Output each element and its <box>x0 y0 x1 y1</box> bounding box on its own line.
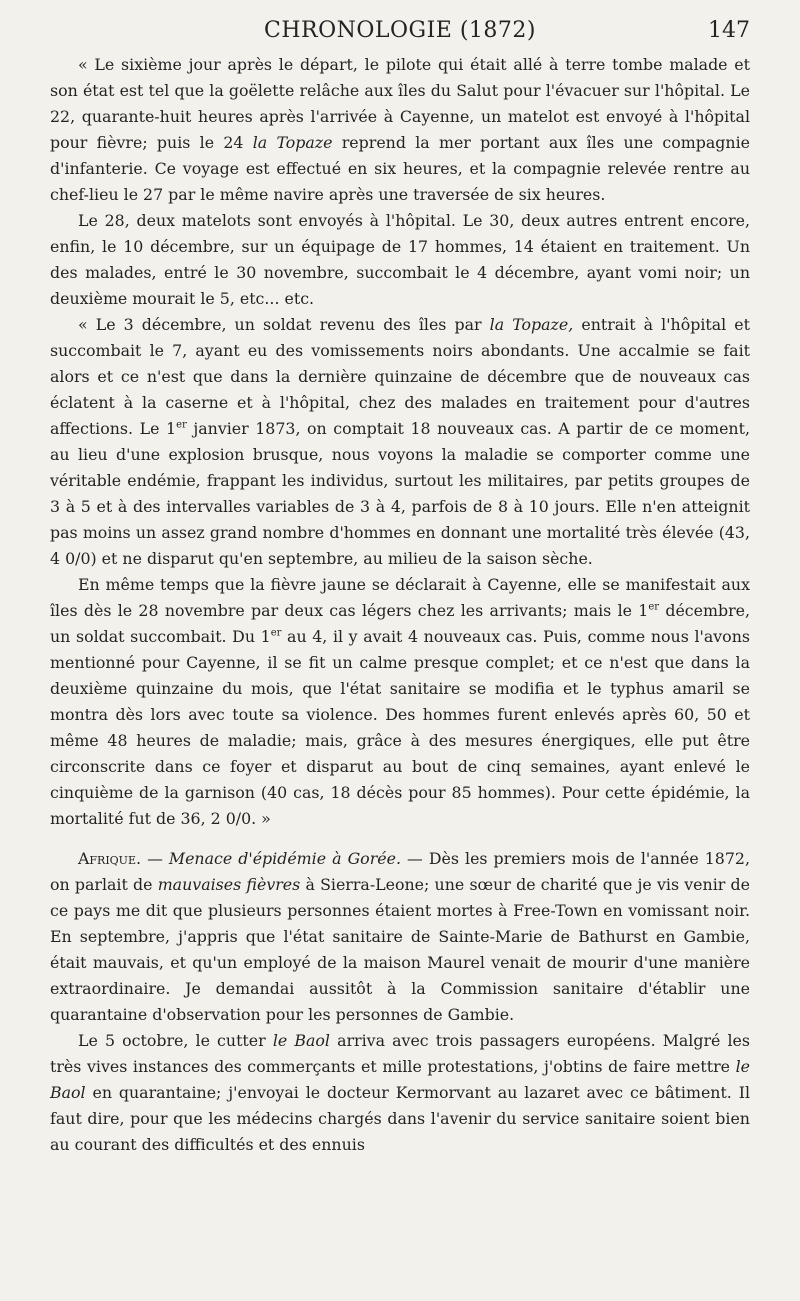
paragraph-3-mid: entrait à l'hôpital et succombait le 7, ayant eu des vomissements noirs abondants. Une accalmie se fait alors et ce n'est que dans la dernière quinzaine de décembre que de nouveaux cas éclatent à la caserne et à l'hôpital, chez des malades en traitement pour d'autres affections. Le 1 <box>50 315 750 438</box>
page-number: 147 <box>708 18 750 43</box>
paragraph-3 <box>50 312 750 572</box>
ship-name-topaze: la Topaze <box>252 133 333 152</box>
paragraph-6-end: en quarantaine; j'envoyai le docteur Kermorvant au lazaret avec ce bâtiment. Il faut dire, pour que les médecins chargés dans l'avenir du service sanitaire soient bien au courant des difficultés et des ennuis <box>50 1083 750 1154</box>
ordinal-superscript: er <box>270 627 282 639</box>
section-title: Menace d'épidémie à Gorée. <box>168 849 401 868</box>
ship-name-baol-2: le Baol <box>50 1057 751 1102</box>
page-header <box>50 14 750 50</box>
paragraph-3-end: janvier 1873, on comptait 18 nouveaux cas. A partir de ce moment, au lieu d'une explosion brusque, nous voyons la maladie se comporter comme une véritable endémie, frappant les individus, surtout les militaires, par petits groupes de 3 à 5 et à des intervalles variables de 3 à 4, parfois de 8 à 10 jours. Elle n'en atteignit pas moins un assez grand nombre d'hommes en donnant une mortalité très élevée (43, 4 0/0) et ne disparut qu'en septembre, au milieu de la saison sèche. <box>50 419 750 568</box>
section-dash: — <box>147 849 163 868</box>
paragraph-6-mid: arriva avec trois passagers européens. Malgré les très vives instances des commerçants et mille protestations, j'obtins de faire mettre <box>50 1031 751 1076</box>
ship-name-topaze-2: la Topaze, <box>489 315 574 334</box>
body-text <box>50 52 750 1158</box>
running-title: CHRONOLOGIE (1872) <box>263 18 537 43</box>
paragraph-1-text: « Le sixième jour après le départ, le pilote qui était allé à terre tombe malade et son état est tel que la goëlette relâche aux îles du Salut pour l'évacuer sur l'hôpital. Le 22, quarante-huit heures après l'arrivée à Cayenne, un matelot est envoyé à l'hôpital pour fièvre; puis le 24 <box>50 55 750 152</box>
ordinal-superscript: er <box>648 601 660 613</box>
paragraph-5-start: — Dès les premiers mois de l'année 1872, on parlait de <box>50 849 750 894</box>
emphasis-mauvaises-fievres: mauvaises fièvres <box>157 875 301 894</box>
ship-name-baol: le Baol <box>272 1031 330 1050</box>
paragraph-6-start: Le 5 octobre, le cutter <box>78 1031 266 1050</box>
ordinal-superscript: er <box>176 419 187 431</box>
paragraph-5-end: à Sierra-Leone; une sœur de charité que je vis venir de ce pays me dit que plusieurs personnes étaient mortes à Free-Town en vomissant noir. En septembre, j'appris que l'état sanitaire de Sainte-Marie de Bathurst en Gambie, était mauvais, et qu'un employé de la maison Maurel venait de mourir d'une manière extraordinaire. Je demandai aussitôt à la Commission sanitaire d'établir une quarantaine d'observation pour les personnes de Gambie. <box>50 875 750 1024</box>
paragraph-3-start: « Le 3 décembre, un soldat revenu des îles par <box>78 315 482 334</box>
paragraph-4-start: En même temps que la fièvre jaune se déclarait à Cayenne, elle se manifestait aux îles dès le 28 novembre par deux cas légers chez les arrivants; mais le 1 <box>50 575 750 620</box>
paragraph-2: Le 28, deux matelots sont envoyés à l'hôpital. Le 30, deux autres entrent encore, enfin, le 10 décembre, sur un équipage de 17 hommes, 14 étaient en traitement. Un des malades, entré le 30 novembre, succombait le 4 décembre, ayant vomi noir; un deuxième mourait le 5, etc... etc. <box>50 211 750 308</box>
paragraph-1 <box>50 52 750 208</box>
paragraph-5 <box>50 846 750 1028</box>
paragraph-4 <box>50 572 750 832</box>
paragraph-6 <box>50 1028 750 1158</box>
section-label-afrique: Afrique. <box>78 849 142 868</box>
paragraph-1-end: reprend la mer portant aux îles une compagnie d'infanterie. Ce voyage est effectué en six heures, et la compagnie relevée rentre au chef-lieu le 27 par le même navire après une traversée de six heures. <box>50 133 750 204</box>
paragraph-4-mid: décembre, un soldat succombait. Du 1 <box>50 601 750 646</box>
paragraph-4-end: au 4, il y avait 4 nouveaux cas. Puis, comme nous l'avons mentionné pour Cayenne, il se fit un calme presque complet; et ce n'est que dans la deuxième quinzaine du mois, que l'état sanitaire se modifia et le typhus amaril se montra dès lors avec toute sa violence. Des hommes furent enlevés après 60, 50 et même 48 heures de maladie; mais, grâce à des mesures énergiques, elle put être circonscrite dans ce foyer et disparut au bout de cinq semaines, ayant enlevé le cinquième de la garnison (40 cas, 18 décès pour 85 hommes). Pour cette épidémie, la mortalité fut de 36, 2 0/0. » <box>50 627 750 828</box>
